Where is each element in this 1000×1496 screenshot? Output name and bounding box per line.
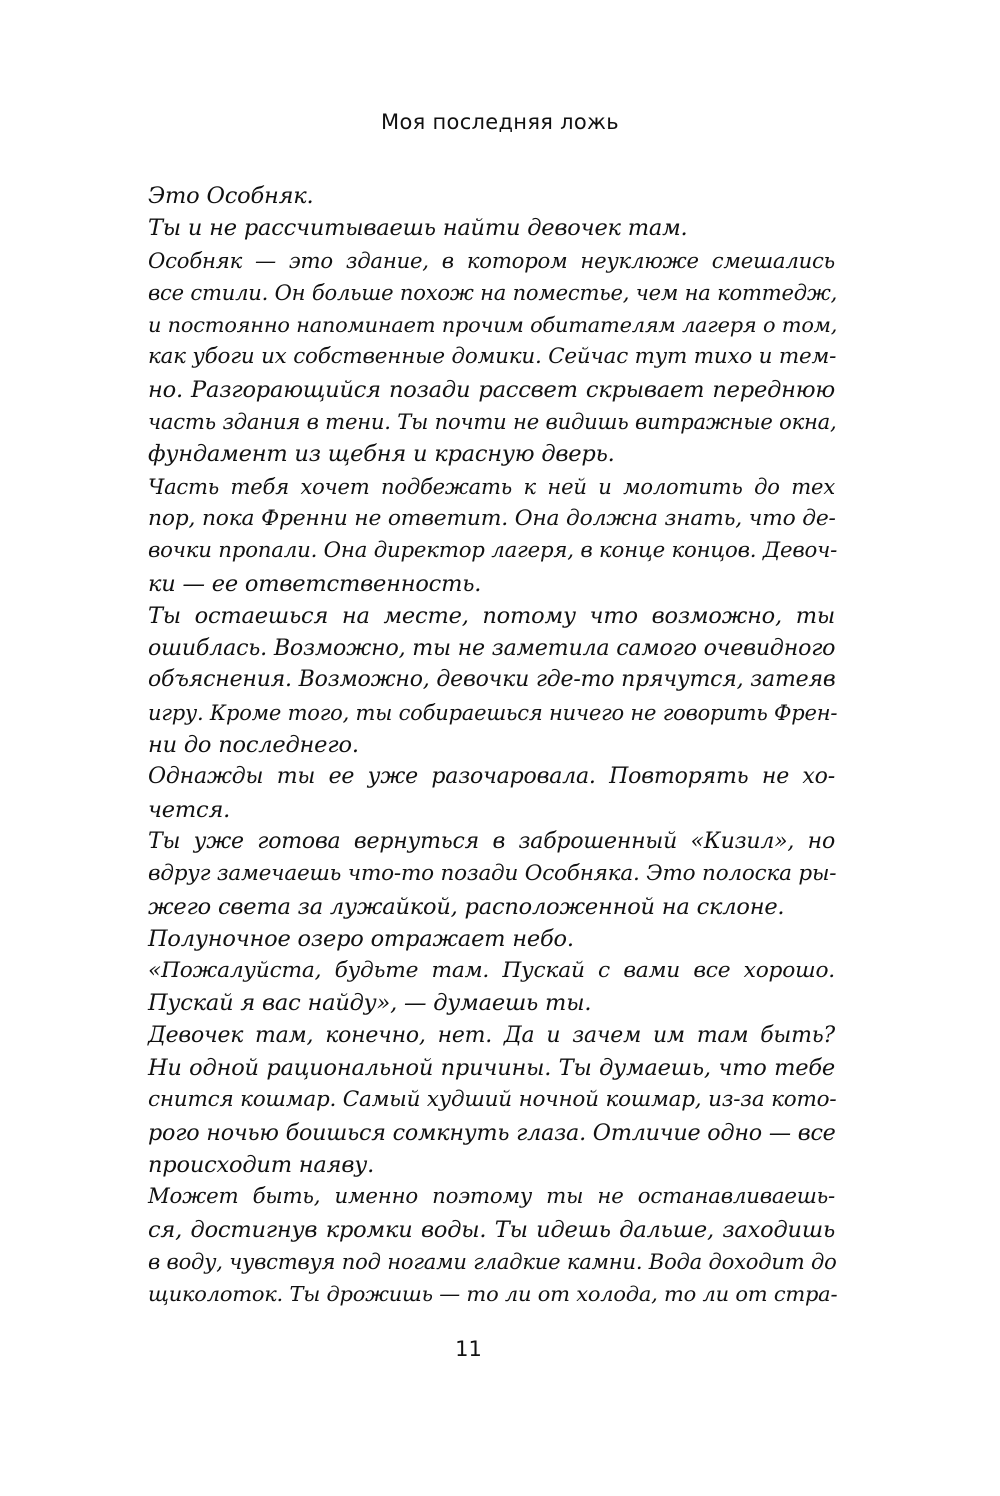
text-line: Особняк — это здание, в котором неуклюже смешались <box>148 247 835 273</box>
paragraph-8 <box>101 923 835 955</box>
text-line: объяснения. Возможно, девочки где-то прячутся, затеяв <box>148 667 836 693</box>
paragraph-3 <box>101 245 838 471</box>
text-line: часть здания в тени. Ты почти не видишь витражные окна, <box>148 409 837 435</box>
running-head: Моя последняя ложь <box>381 110 619 134</box>
text-line: ся, достигнув кромки воды. Ты идешь дальше, заходишь <box>148 1216 835 1243</box>
text-line: игру. Кроме того, ты собираешься ничего не говорить Френ- <box>148 699 838 725</box>
paragraph-9 <box>101 955 835 1020</box>
paragraph-2 <box>101 212 835 244</box>
text-line: ки — ее ответственность. <box>148 570 482 597</box>
body-text <box>101 180 838 1310</box>
text-line: пор, пока Френни не ответит. Она должна знать, что де- <box>148 505 836 531</box>
paragraph-5 <box>101 600 838 761</box>
text-line: ошиблась. Возможно, ты не заметила самого очевидного <box>148 635 836 662</box>
text-line: чется. <box>148 796 231 823</box>
text-line: Ни одной рациональной причины. Ты думаешь, что тебе <box>148 1055 835 1082</box>
text-line: жего света за лужайкой, расположенной на склоне. <box>148 893 785 920</box>
text-line: и постоянно напоминает прочим обитателям лагеря о том, <box>148 313 838 338</box>
paragraph-7 <box>101 826 835 923</box>
text-line: Это Особняк. <box>148 183 314 209</box>
text-line: Ты уже готова вернуться в заброшенный «Кизил», но <box>148 828 835 854</box>
text-line: «Пожалуйста, будьте там. Пускай с вами все хорошо. <box>148 958 835 984</box>
text-line: Ты остаешься на месте, потому что возможно, ты <box>148 602 835 629</box>
text-line: Полуночное озеро отражает небо. <box>148 925 574 952</box>
text-line: происходит наяву. <box>148 1151 375 1178</box>
text-line: ни до последнего. <box>148 732 359 759</box>
text-line: рого ночью боишься сомкнуть глаза. Отличие одно — все <box>148 1119 836 1146</box>
text-line: фундамент из щебня и красную дверь. <box>148 441 615 468</box>
text-line: вочки пропали. Она директор лагеря, в конце концов. Девоч- <box>148 538 838 564</box>
text-line: Ты и не рассчитываешь найти девочек там. <box>148 215 688 242</box>
text-line: Часть тебя хочет подбежать к ней и молотить до тех <box>148 473 835 499</box>
text-line: Однажды ты ее уже разочаровала. Повторять не хо- <box>148 764 835 790</box>
text-line: в воду, чувствуя под ногами гладкие камни. Вода доходит до <box>148 1248 837 1274</box>
text-line: снится кошмар. Самый худший ночной кошмар, из-за кото- <box>148 1087 837 1113</box>
page-number: 11 <box>455 1337 482 1361</box>
paragraph-6 <box>101 761 835 826</box>
text-line: как убоги их собственные домики. Сейчас тут тихо и тем- <box>148 344 837 370</box>
paragraph-4 <box>101 471 838 600</box>
text-line: Девочек там, конечно, нет. Да и зачем им там быть? <box>148 1022 835 1048</box>
paragraph-10 <box>101 1020 835 1181</box>
text-line: но. Разгорающийся позади рассвет скрывает переднюю <box>148 376 835 403</box>
text-line: все стили. Он больше похож на поместье, чем на коттедж, <box>148 279 838 305</box>
paragraph-1 <box>101 180 835 212</box>
text-line: Может быть, именно поэтому ты не останавливаешь- <box>148 1184 835 1210</box>
text-line: Пускай я вас найду», — думаешь ты. <box>148 990 592 1017</box>
text-line: вдруг замечаешь что-то позади Особняка. Это полоска ры- <box>148 861 837 887</box>
text-line: щиколоток. Ты дрожишь — то ли от холода, то ли от стра- <box>148 1282 838 1307</box>
paragraph-11 <box>101 1181 838 1310</box>
